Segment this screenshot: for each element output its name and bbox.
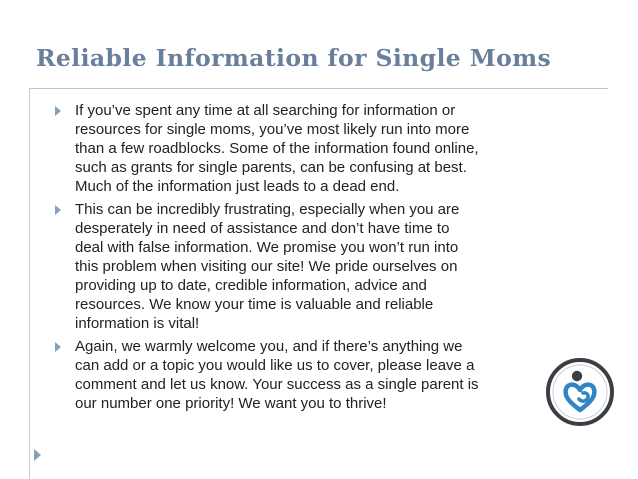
bullet-item [48, 101, 518, 196]
bullet-item [48, 200, 518, 333]
bullet-list [48, 101, 518, 417]
left-border-line [29, 88, 30, 479]
bullet-item [48, 337, 518, 413]
empty-bullet-icon [34, 449, 41, 461]
slide-title: Reliable Information for Single Moms [36, 44, 552, 72]
bullet-text: This can be incredibly frustrating, especially when you are desperately in need of assistance and don’t have time to deal with false information. We promise you won’t run into this problem when visiting our site! We pride ourselves on providing up to date, credible information, advice and resources. We know your time is valuable and reliable information is vital! [75, 201, 460, 332]
triangle-bullet-icon [55, 205, 61, 215]
bullet-text: Again, we warmly welcome you, and if there’s anything we can add or a topic you would like us to cover, please leave a comment and let us know. Your success as a single parent is our number one priority! We want you to thrive! [75, 338, 479, 412]
title-divider [30, 88, 608, 89]
triangle-bullet-icon [55, 106, 61, 116]
single-parent-heart-logo-icon [543, 355, 617, 429]
triangle-bullet-icon [55, 342, 61, 352]
bullet-text: If you’ve spent any time at all searching for information or resources for single moms, you’ve most likely run into more than a few roadblocks. Some of the information found online, such as grants for single parents, can be confusing at best. Much of the information just leads to a dead end. [75, 102, 479, 195]
